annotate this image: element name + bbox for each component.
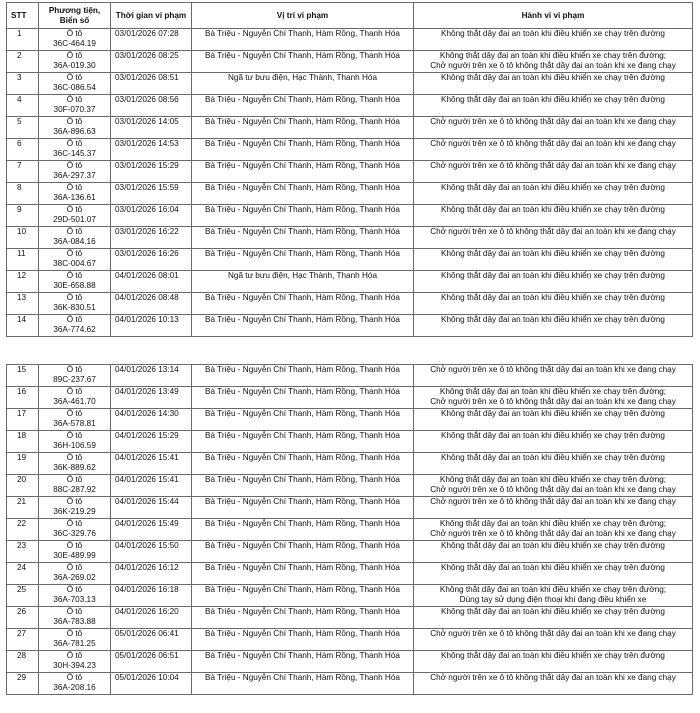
cell-time: 04/01/2026 13:49 [111, 387, 192, 409]
vehicle-type: Ô tô [66, 453, 83, 462]
license-plate: 36C-145.37 [53, 148, 96, 158]
cell-time: 03/01/2026 16:26 [111, 249, 192, 271]
cell-time: 04/01/2026 15:44 [111, 497, 192, 519]
violation-text: Chở người trên xe ô tô không thắt dây đai an toàn khi xe đang chạy [430, 484, 676, 494]
cell-time: 03/01/2026 15:29 [111, 161, 192, 183]
cell-time: 04/01/2026 15:41 [111, 453, 192, 475]
header-vehicle-line1: Phương tiện, [48, 5, 101, 15]
cell-action [414, 183, 693, 205]
violation-text: Không thắt dây đai an toàn khi điều khiển xe chạy trên đường; [439, 475, 667, 484]
license-plate: 30E-658.88 [53, 280, 96, 290]
cell-location: Ngã tư bưu điện, Hạc Thành, Thanh Hóa [192, 271, 414, 293]
table-row [7, 117, 693, 139]
cell-location: Bà Triệu - Nguyễn Chí Thanh, Hàm Rồng, Thanh Hóa [192, 161, 414, 183]
license-plate: 36A-703.13 [53, 594, 96, 604]
license-plate: 38C-004.67 [53, 258, 96, 268]
cell-stt: 25 [7, 585, 39, 607]
vehicle-type: Ô tô [66, 387, 83, 396]
cell-stt: 22 [7, 519, 39, 541]
table-row [7, 139, 693, 161]
violation-text: Không thắt dây đai an toàn khi điều khiển xe chạy trên đường [441, 95, 665, 104]
cell-vehicle [39, 315, 111, 337]
vehicle-type: Ô tô [66, 651, 83, 660]
table-row [7, 183, 693, 205]
cell-stt: 15 [7, 365, 39, 387]
cell-vehicle [39, 563, 111, 585]
table-row [7, 161, 693, 183]
cell-location: Bà Triệu - Nguyễn Chí Thanh, Hàm Rồng, Thanh Hóa [192, 95, 414, 117]
table-row [7, 51, 693, 73]
cell-vehicle [39, 585, 111, 607]
cell-time: 03/01/2026 15:59 [111, 183, 192, 205]
table-row [7, 651, 693, 673]
cell-vehicle [39, 139, 111, 161]
license-plate: 36A-269.02 [53, 572, 96, 582]
header-location: Vị trí vi phạm [192, 3, 414, 29]
cell-stt: 23 [7, 541, 39, 563]
table-row [7, 519, 693, 541]
table-row [7, 205, 693, 227]
cell-time: 04/01/2026 08:48 [111, 293, 192, 315]
violation-text: Không thắt dây đai an toàn khi điều khiển xe chạy trên đường [441, 431, 665, 440]
header-time: Thời gian vi phạm [111, 3, 192, 29]
cell-vehicle [39, 161, 111, 183]
cell-location: Bà Triệu - Nguyễn Chí Thanh, Hàm Rồng, Thanh Hóa [192, 205, 414, 227]
cell-location: Bà Triệu - Nguyễn Chí Thanh, Hàm Rồng, Thanh Hóa [192, 673, 414, 695]
cell-stt: 1 [7, 29, 39, 51]
license-plate: 36A-208.16 [53, 682, 96, 692]
cell-action [414, 73, 693, 95]
cell-location: Bà Triệu - Nguyễn Chí Thanh, Hàm Rồng, Thanh Hóa [192, 519, 414, 541]
violation-text: Chở người trên xe ô tô không thắt dây đai an toàn khi xe đang chạy [430, 117, 676, 126]
cell-action [414, 629, 693, 651]
cell-time: 04/01/2026 16:12 [111, 563, 192, 585]
license-plate: 30E-489.99 [53, 550, 96, 560]
license-plate: 36A-297.37 [53, 170, 96, 180]
vehicle-type: Ô tô [66, 293, 83, 302]
cell-stt: 6 [7, 139, 39, 161]
vehicle-type: Ô tô [66, 161, 83, 170]
license-plate: 30H-394.23 [53, 660, 96, 670]
violation-text: Không thắt dây đai an toàn khi điều khiển xe chạy trên đường; [439, 519, 667, 528]
vehicle-type: Ô tô [66, 95, 83, 104]
cell-stt: 7 [7, 161, 39, 183]
cell-action [414, 673, 693, 695]
cell-vehicle [39, 409, 111, 431]
cell-vehicle [39, 519, 111, 541]
cell-location: Bà Triệu - Nguyễn Chí Thanh, Hàm Rồng, Thanh Hóa [192, 409, 414, 431]
cell-stt: 26 [7, 607, 39, 629]
table-row [7, 365, 693, 387]
table-row [7, 541, 693, 563]
license-plate: 36A-783.88 [53, 616, 96, 626]
cell-stt: 5 [7, 117, 39, 139]
cell-time: 04/01/2026 13:14 [111, 365, 192, 387]
cell-time: 03/01/2026 08:56 [111, 95, 192, 117]
cell-vehicle [39, 183, 111, 205]
violation-text: Không thắt dây đai an toàn khi điều khiển xe chạy trên đường [441, 73, 665, 82]
cell-time: 03/01/2026 08:25 [111, 51, 192, 73]
cell-location: Bà Triệu - Nguyễn Chí Thanh, Hàm Rồng, Thanh Hóa [192, 651, 414, 673]
cell-vehicle [39, 73, 111, 95]
violation-text: Không thắt dây đai an toàn khi điều khiển xe chạy trên đường [441, 293, 665, 302]
vehicle-type: Ô tô [66, 673, 83, 682]
cell-location: Bà Triệu - Nguyễn Chí Thanh, Hàm Rồng, Thanh Hóa [192, 249, 414, 271]
cell-stt: 20 [7, 475, 39, 497]
violation-text: Chở người trên xe ô tô không thắt dây đai an toàn khi xe đang chạy [430, 673, 676, 682]
license-plate: 29D-501.07 [53, 214, 96, 224]
vehicle-type: Ô tô [66, 51, 83, 60]
table-row [7, 293, 693, 315]
cell-location: Bà Triệu - Nguyễn Chí Thanh, Hàm Rồng, Thanh Hóa [192, 227, 414, 249]
cell-stt: 9 [7, 205, 39, 227]
cell-time: 03/01/2026 14:05 [111, 117, 192, 139]
header-vehicle-line2: Biển số [59, 15, 90, 25]
violation-text: Chở người trên xe ô tô không thắt dây đai an toàn khi xe đang chạy [430, 60, 676, 70]
cell-time: 03/01/2026 08:51 [111, 73, 192, 95]
license-plate: 36A-781.25 [53, 638, 96, 648]
vehicle-type: Ô tô [66, 585, 83, 594]
cell-action [414, 139, 693, 161]
cell-time: 04/01/2026 15:29 [111, 431, 192, 453]
cell-location: Bà Triệu - Nguyễn Chí Thanh, Hàm Rồng, Thanh Hóa [192, 607, 414, 629]
cell-vehicle [39, 497, 111, 519]
cell-stt: 16 [7, 387, 39, 409]
cell-stt: 29 [7, 673, 39, 695]
cell-vehicle [39, 95, 111, 117]
cell-action [414, 475, 693, 497]
cell-location: Bà Triệu - Nguyễn Chí Thanh, Hàm Rồng, Thanh Hóa [192, 497, 414, 519]
cell-vehicle [39, 629, 111, 651]
cell-location: Bà Triệu - Nguyễn Chí Thanh, Hàm Rồng, Thanh Hóa [192, 387, 414, 409]
cell-action [414, 29, 693, 51]
cell-time: 04/01/2026 15:50 [111, 541, 192, 563]
header-action: Hành vi vi phạm [414, 3, 693, 29]
cell-time: 03/01/2026 14:53 [111, 139, 192, 161]
cell-vehicle [39, 227, 111, 249]
violation-text: Chở người trên xe ô tô không thắt dây đai an toàn khi xe đang chạy [430, 528, 676, 538]
cell-stt: 12 [7, 271, 39, 293]
cell-action [414, 315, 693, 337]
vehicle-type: Ô tô [66, 409, 83, 418]
cell-stt: 24 [7, 563, 39, 585]
header-row [7, 3, 693, 29]
cell-location: Bà Triệu - Nguyễn Chí Thanh, Hàm Rồng, Thanh Hóa [192, 585, 414, 607]
violations-table-page-2 [6, 364, 693, 695]
cell-time: 04/01/2026 16:20 [111, 607, 192, 629]
cell-stt: 21 [7, 497, 39, 519]
license-plate: 36A-578.81 [53, 418, 96, 428]
table-row [7, 227, 693, 249]
cell-action [414, 117, 693, 139]
license-plate: 36A-136.61 [53, 192, 96, 202]
license-plate: 36C-329.76 [53, 528, 96, 538]
cell-action [414, 541, 693, 563]
violation-text: Chở người trên xe ô tô không thắt dây đai an toàn khi xe đang chạy [430, 629, 676, 638]
table-body-page-1 [7, 29, 693, 337]
vehicle-type: Ô tô [66, 249, 83, 258]
cell-location: Bà Triệu - Nguyễn Chí Thanh, Hàm Rồng, Thanh Hóa [192, 453, 414, 475]
cell-time: 04/01/2026 08:01 [111, 271, 192, 293]
cell-time: 03/01/2026 16:04 [111, 205, 192, 227]
cell-location: Bà Triệu - Nguyễn Chí Thanh, Hàm Rồng, Thanh Hóa [192, 183, 414, 205]
violation-text: Không thắt dây đai an toàn khi điều khiển xe chạy trên đường; [439, 387, 667, 396]
license-plate: 36A-084.16 [53, 236, 96, 246]
violation-text: Chở người trên xe ô tô không thắt dây đai an toàn khi xe đang chạy [430, 139, 676, 148]
cell-action [414, 51, 693, 73]
license-plate: 36K-219.29 [53, 506, 96, 516]
cell-vehicle [39, 29, 111, 51]
violation-text: Không thắt dây đai an toàn khi điều khiển xe chạy trên đường [441, 29, 665, 38]
cell-stt: 13 [7, 293, 39, 315]
violation-text: Không thắt dây đai an toàn khi điều khiển xe chạy trên đường [441, 607, 665, 616]
vehicle-type: Ô tô [66, 183, 83, 192]
cell-vehicle [39, 293, 111, 315]
license-plate: 88C-287.92 [53, 484, 96, 494]
violation-text: Không thắt dây đai an toàn khi điều khiển xe chạy trên đường [441, 541, 665, 550]
vehicle-type: Ô tô [66, 563, 83, 572]
cell-time: 04/01/2026 14:30 [111, 409, 192, 431]
vehicle-type: Ô tô [66, 73, 83, 82]
violation-text: Không thắt dây đai an toàn khi điều khiển xe chạy trên đường [441, 409, 665, 418]
cell-stt: 18 [7, 431, 39, 453]
cell-vehicle [39, 431, 111, 453]
cell-stt: 3 [7, 73, 39, 95]
table-row [7, 673, 693, 695]
table-row [7, 387, 693, 409]
cell-location: Bà Triệu - Nguyễn Chí Thanh, Hàm Rồng, Thanh Hóa [192, 315, 414, 337]
cell-action [414, 365, 693, 387]
license-plate: 36C-464.19 [53, 38, 96, 48]
cell-action [414, 607, 693, 629]
table-row [7, 585, 693, 607]
violation-text: Dùng tay sử dụng điện thoại khi đang điều khiển xe [459, 594, 647, 604]
cell-location: Bà Triệu - Nguyễn Chí Thanh, Hàm Rồng, Thanh Hóa [192, 365, 414, 387]
cell-location: Bà Triệu - Nguyễn Chí Thanh, Hàm Rồng, Thanh Hóa [192, 293, 414, 315]
cell-location: Bà Triệu - Nguyễn Chí Thanh, Hàm Rồng, Thanh Hóa [192, 29, 414, 51]
violation-text: Không thắt dây đai an toàn khi điều khiển xe chạy trên đường [441, 183, 665, 192]
table-row [7, 409, 693, 431]
vehicle-type: Ô tô [66, 629, 83, 638]
cell-vehicle [39, 453, 111, 475]
cell-vehicle [39, 271, 111, 293]
vehicle-type: Ô tô [66, 431, 83, 440]
violation-text: Không thắt dây đai an toàn khi điều khiển xe chạy trên đường [441, 315, 665, 324]
violation-text: Không thắt dây đai an toàn khi điều khiển xe chạy trên đường [441, 249, 665, 258]
cell-vehicle [39, 117, 111, 139]
cell-stt: 19 [7, 453, 39, 475]
cell-action [414, 651, 693, 673]
cell-action [414, 161, 693, 183]
license-plate: 30F-070.37 [53, 104, 96, 114]
vehicle-type: Ô tô [66, 315, 83, 324]
violation-text: Không thắt dây đai an toàn khi điều khiển xe chạy trên đường [441, 205, 665, 214]
table-row [7, 29, 693, 51]
violation-text: Không thắt dây đai an toàn khi điều khiển xe chạy trên đường; [439, 585, 667, 594]
cell-vehicle [39, 205, 111, 227]
cell-time: 05/01/2026 06:41 [111, 629, 192, 651]
vehicle-type: Ô tô [66, 365, 83, 374]
table-row [7, 607, 693, 629]
cell-stt: 2 [7, 51, 39, 73]
cell-action [414, 205, 693, 227]
cell-vehicle [39, 51, 111, 73]
vehicle-type: Ô tô [66, 475, 83, 484]
header-stt: STT [7, 3, 39, 29]
cell-vehicle [39, 607, 111, 629]
license-plate: 36K-830.51 [53, 302, 96, 312]
license-plate: 36A-019.30 [53, 60, 96, 70]
cell-location: Bà Triệu - Nguyễn Chí Thanh, Hàm Rồng, Thanh Hóa [192, 431, 414, 453]
cell-time: 04/01/2026 15:41 [111, 475, 192, 497]
cell-action [414, 227, 693, 249]
cell-vehicle [39, 387, 111, 409]
cell-stt: 14 [7, 315, 39, 337]
table-row [7, 95, 693, 117]
license-plate: 36A-461.70 [53, 396, 96, 406]
cell-location: Bà Triệu - Nguyễn Chí Thanh, Hàm Rồng, Thanh Hóa [192, 139, 414, 161]
cell-stt: 27 [7, 629, 39, 651]
cell-vehicle [39, 249, 111, 271]
table-row [7, 271, 693, 293]
cell-time: 05/01/2026 06:51 [111, 651, 192, 673]
table-row [7, 431, 693, 453]
cell-action [414, 563, 693, 585]
cell-action [414, 387, 693, 409]
violation-text: Chở người trên xe ô tô không thắt dây đai an toàn khi xe đang chạy [430, 497, 676, 506]
cell-vehicle [39, 541, 111, 563]
cell-stt: 28 [7, 651, 39, 673]
violation-text: Không thắt dây đai an toàn khi điều khiển xe chạy trên đường [441, 651, 665, 660]
violation-text: Không thắt dây đai an toàn khi điều khiển xe chạy trên đường [441, 563, 665, 572]
vehicle-type: Ô tô [66, 519, 83, 528]
vehicle-type: Ô tô [66, 117, 83, 126]
cell-location: Bà Triệu - Nguyễn Chí Thanh, Hàm Rồng, Thanh Hóa [192, 563, 414, 585]
cell-action [414, 497, 693, 519]
cell-time: 04/01/2026 16:18 [111, 585, 192, 607]
vehicle-type: Ô tô [66, 29, 83, 38]
cell-vehicle [39, 651, 111, 673]
cell-action [414, 95, 693, 117]
cell-action [414, 453, 693, 475]
cell-time: 04/01/2026 10:13 [111, 315, 192, 337]
cell-stt: 11 [7, 249, 39, 271]
cell-location: Bà Triệu - Nguyễn Chí Thanh, Hàm Rồng, Thanh Hóa [192, 629, 414, 651]
table-row [7, 315, 693, 337]
table-row [7, 563, 693, 585]
table-row [7, 497, 693, 519]
table-row [7, 249, 693, 271]
cell-action [414, 519, 693, 541]
violation-text: Chở người trên xe ô tô không thắt dây đai an toàn khi xe đang chạy [430, 396, 676, 406]
license-plate: 36H-106.59 [53, 440, 96, 450]
cell-time: 03/01/2026 07:28 [111, 29, 192, 51]
license-plate: 36C-086.54 [53, 82, 96, 92]
cell-time: 03/01/2026 16:22 [111, 227, 192, 249]
cell-location: Ngã tư bưu điện, Hạc Thành, Thanh Hóa [192, 73, 414, 95]
violation-text: Không thắt dây đai an toàn khi điều khiển xe chạy trên đường [441, 271, 665, 280]
violation-text: Không thắt dây đai an toàn khi điều khiển xe chạy trên đường; [439, 51, 667, 60]
license-plate: 36A-774.62 [53, 324, 96, 334]
cell-stt: 8 [7, 183, 39, 205]
vehicle-type: Ô tô [66, 541, 83, 550]
table-row [7, 475, 693, 497]
cell-vehicle [39, 475, 111, 497]
cell-location: Bà Triệu - Nguyễn Chí Thanh, Hàm Rồng, Thanh Hóa [192, 117, 414, 139]
table-row [7, 629, 693, 651]
cell-action [414, 293, 693, 315]
violation-text: Chở người trên xe ô tô không thắt dây đai an toàn khi xe đang chạy [430, 161, 676, 170]
vehicle-type: Ô tô [66, 205, 83, 214]
cell-action [414, 271, 693, 293]
cell-stt: 17 [7, 409, 39, 431]
violation-text: Không thắt dây đai an toàn khi điều khiển xe chạy trên đường [441, 453, 665, 462]
header-vehicle [39, 3, 111, 29]
cell-action [414, 249, 693, 271]
cell-stt: 10 [7, 227, 39, 249]
cell-time: 04/01/2026 15:49 [111, 519, 192, 541]
vehicle-type: Ô tô [66, 227, 83, 236]
cell-action [414, 409, 693, 431]
table-body-page-2 [7, 365, 693, 695]
cell-time: 05/01/2026 10:04 [111, 673, 192, 695]
cell-stt: 4 [7, 95, 39, 117]
cell-location: Bà Triệu - Nguyễn Chí Thanh, Hàm Rồng, Thanh Hóa [192, 51, 414, 73]
violation-text: Chở người trên xe ô tô không thắt dây đai an toàn khi xe đang chạy [430, 365, 676, 374]
vehicle-type: Ô tô [66, 271, 83, 280]
cell-vehicle [39, 365, 111, 387]
cell-vehicle [39, 673, 111, 695]
table-row [7, 453, 693, 475]
license-plate: 89C-237.67 [53, 374, 96, 384]
vehicle-type: Ô tô [66, 607, 83, 616]
table-row [7, 73, 693, 95]
cell-action [414, 585, 693, 607]
vehicle-type: Ô tô [66, 497, 83, 506]
cell-location: Bà Triệu - Nguyễn Chí Thanh, Hàm Rồng, Thanh Hóa [192, 541, 414, 563]
violation-text: Chở người trên xe ô tô không thắt dây đai an toàn khi xe đang chạy [430, 227, 676, 236]
violations-table-page-1 [6, 2, 693, 337]
vehicle-type: Ô tô [66, 139, 83, 148]
cell-action [414, 431, 693, 453]
cell-location: Bà Triệu - Nguyễn Chí Thanh, Hàm Rồng, Thanh Hóa [192, 475, 414, 497]
license-plate: 36A-896.63 [53, 126, 96, 136]
license-plate: 36K-889.62 [53, 462, 96, 472]
